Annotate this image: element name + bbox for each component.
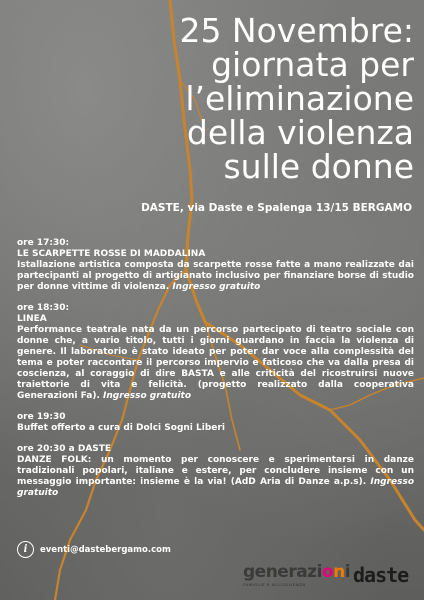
event-time: ore 17:30: — [17, 238, 70, 248]
title-line: 25 Novembre: — [179, 11, 414, 50]
logo-text: n — [333, 562, 345, 582]
info-icon: i — [17, 541, 34, 558]
event-description — [17, 260, 414, 293]
event-block — [17, 444, 414, 499]
event-block — [17, 238, 414, 293]
event-title: LINEA — [17, 314, 47, 324]
event-description — [17, 325, 414, 402]
generazioni-wordmark — [243, 562, 351, 582]
event-block — [17, 303, 414, 402]
title-line: sulle donne — [223, 147, 414, 186]
event-title: LE SCARPETTE ROSSE DI MADDALINA — [17, 249, 206, 259]
logo-text: generazi — [243, 562, 322, 582]
venue-address: DASTE, via Daste e Spalenga 13/15 BERGAMO — [141, 202, 412, 214]
logo-text: o — [321, 562, 334, 582]
event-text: Buffet offerto a cura di Dolci Sogni Liberi — [17, 423, 225, 433]
title-line: della violenza — [186, 113, 414, 152]
event-description — [17, 423, 414, 434]
title-line: l’eliminazione — [185, 79, 414, 118]
event-time: ore 19:30 — [17, 412, 66, 422]
event-text: Performance teatrale nata da un percorso partecipato di teatro sociale con donne che, a vario titolo, tutti i giorni guardano in faccia la violenza di genere. Il laboratorio è stato ideato per poter dar voce alla complessità del tema e poter raccontare il percorso impervio e faticoso che va dalla presa di coscienza, al coraggio di dire BASTA e alle criticità del ricostruirsi nuove traiettorie di vita e felicità. (progetto realizzato dalla cooperativa Generazioni Fa). — [17, 325, 414, 401]
email-link[interactable]: eventi@dastebergamo.com — [40, 544, 171, 555]
daste-logo: daste — [353, 563, 409, 587]
generazioni-logo — [243, 562, 351, 587]
event-text: DANZE FOLK: un momento per conoscere e sperimentarsi in danze tradizionali popolari, italiane e estere, per concludere insieme con un messaggio importante: insieme è la via! (AdD Aria di Danze a.p.s). — [17, 455, 414, 487]
event-time: ore 18:30: — [17, 303, 70, 313]
program-list — [17, 238, 414, 509]
logo-text: i — [344, 562, 351, 582]
event-note: Ingresso gratuito — [17, 477, 414, 498]
event-note: Ingresso gratuito — [103, 391, 192, 401]
contact-row — [17, 541, 171, 558]
event-time: ore 20:30 a DASTE — [17, 444, 112, 454]
title-line: giornata per — [211, 45, 414, 84]
event-description — [17, 455, 414, 499]
event-text: Istallazione artistica composta da scarpette rosse fatte a mano realizzate dai partecipanti al progetto di artigianato inclusivo per finanziare borse di studio per donne vittime di violenza. — [17, 260, 414, 292]
generazioni-subtitle: FAMIGLIE E ACCOGLIENZA — [243, 582, 306, 587]
event-block — [17, 412, 414, 434]
page-title — [114, 11, 414, 186]
event-note: Ingresso gratuito — [172, 282, 261, 292]
